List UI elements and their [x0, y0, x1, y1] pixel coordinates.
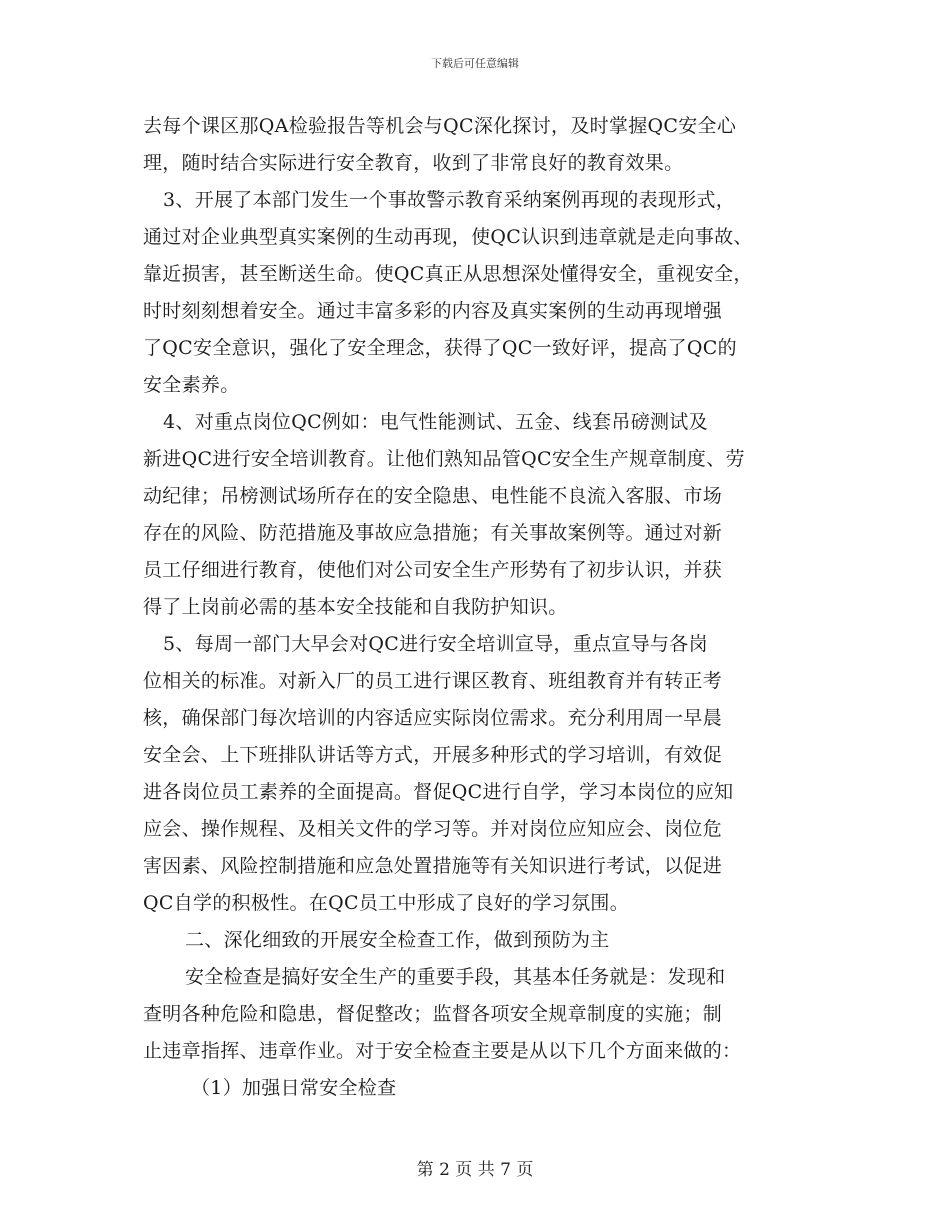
text-line: 位相关的标准。对新入厂的员工进行课区教育、班组教育并有转正考 [143, 670, 723, 692]
section-heading: 二、深化细致的开展安全检查工作，做到预防为主 [185, 929, 610, 951]
text-line: 了QC安全意识，强化了安全理念，获得了QC一致好评，提高了QC的 [143, 337, 737, 359]
text-line: 安全检查是搞好安全生产的重要手段，其基本任务就是：发现和 [185, 966, 726, 988]
text-line: 查明各种危险和隐患，督促整改；监督各项安全规章制度的实施；制 [143, 1003, 723, 1025]
text-line: 靠近损害，甚至断送生命。使QC真正从思想深处懂得安全，重视安全， [143, 263, 753, 285]
text-line: 应会、操作规程、及相关文件的学习等。并对岗位应知应会、岗位危 [143, 818, 723, 840]
text-line: 止违章指挥、违章作业。对于安全检查主要是从以下几个方面来做的： [143, 1040, 742, 1062]
text-line: 去每个课区那QA检验报告等机会与QC深化探讨，及时掌握QC安全心 [143, 115, 737, 137]
text-line: 5、每周一部门大早会对QC进行安全培训宣导，重点宣导与各岗 [163, 633, 708, 655]
text-line: 动纪律；吊榜测试场所存在的安全隐患、电性能不良流入客服、市场 [143, 485, 723, 507]
page-number: 第 2 页 共 7 页 [416, 1160, 534, 1180]
document-body [143, 108, 823, 1107]
text-line: 安全会、上下班排队讲话等方式，开展多种形式的学习培训，有效促 [143, 744, 723, 766]
text-line: 新进QC进行安全培训教育。让他们熟知品管QC安全生产规章制度、劳 [143, 448, 745, 470]
text-line: 进各岗位员工素养的全面提高。督促QC进行自学，学习本岗位的应知 [143, 781, 734, 803]
text-line: 4、对重点岗位QC例如：电气性能测试、五金、线套吊磅测试及 [163, 411, 708, 433]
text-line: 安全素养。 [143, 374, 240, 396]
text-line: 员工仔细进行教育，使他们对公司安全生产形势有了初步认识，并获 [143, 559, 723, 581]
text-line: 核，确保部门每次培训的内容适应实际岗位需求。充分利用周一早晨 [143, 707, 723, 729]
text-line: QC自学的积极性。在QC员工中形成了良好的学习氛围。 [143, 892, 630, 914]
text-line: 害因素、风险控制措施和应急处置措施等有关知识进行考试，以促进 [143, 855, 723, 877]
text-line: 时时刻刻想着安全。通过丰富多彩的内容及真实案例的生动再现增强 [143, 300, 723, 322]
text-line: 3、开展了本部门发生一个事故警示教育采纳案例再现的表现形式， [163, 189, 736, 211]
text-line: 存在的风险、防范措施及事故应急措施；有关事故案例等。通过对新 [143, 522, 723, 544]
text-line: 理，随时结合实际进行安全教育，收到了非常良好的教育效果。 [143, 152, 684, 174]
text-line: 通过对企业典型真实案例的生动再现，使QC认识到违章就是走向事故、 [143, 226, 753, 248]
page-header: 下载后可任意编辑 [431, 57, 519, 70]
subsection-heading: （1）加强日常安全检查 [191, 1077, 397, 1099]
text-line: 得了上岗前必需的基本安全技能和自我防护知识。 [143, 596, 568, 618]
